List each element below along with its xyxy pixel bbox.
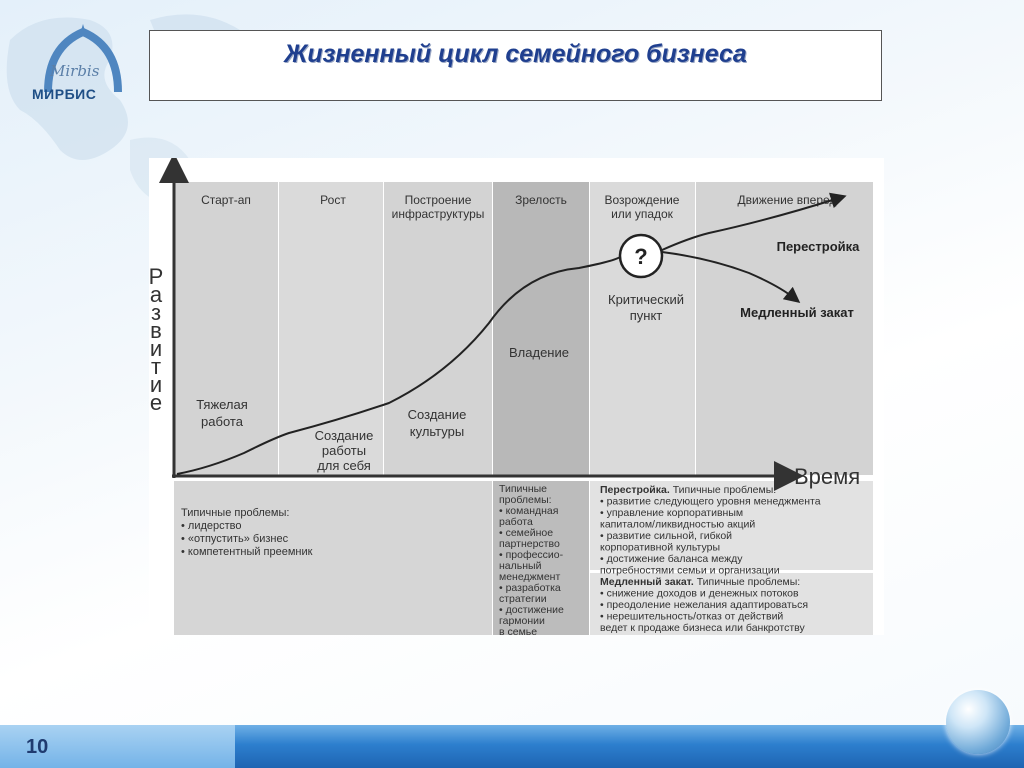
label-slow-decline: Медленный закат [740,305,854,320]
stage-label-2 [392,193,485,221]
y-axis-letter-3: в [150,318,162,343]
p-rest-line-2: • управление корпоративным [600,507,744,519]
logo-script-text: Mirbis [50,62,100,80]
p-mid-line-11: • достижение [499,604,564,616]
globe-icon [946,690,1010,754]
stage-label-4 [605,193,680,221]
p-dec-line-3: • нерешительность/отказ от действий [600,610,784,623]
p-mid-line-5: партнерство [499,538,560,550]
label-restructuring: Перестройка [776,239,860,254]
p-dec-line-2: • преодоление нежелания адаптироваться [600,599,809,611]
y-axis-letter-7: е [149,390,163,415]
life-cycle-diagram [149,158,884,635]
p-mid-line-9: • разработка [499,582,561,594]
p-mid-line-7: нальный [499,560,542,572]
p-mid-line-0: Типичные [499,483,548,495]
p-left-line-1: • лидерство [181,520,242,532]
y-axis-letter-4: и [149,336,163,361]
problems-decline-text [600,576,808,634]
l-jobs-line-0: Создание [314,428,374,443]
problems-mid-text [499,483,564,635]
p-rest-line-3: капиталом/ликвидностью акций [600,518,756,531]
stage-label-1: Рост [320,193,346,207]
l-crit-line-0: Критический [608,292,684,307]
y-axis-letter-5: т [150,354,162,379]
st2-line-0: Построение [404,193,472,207]
st2-line-1: инфраструктуры [391,207,485,221]
y-axis-letter-1: а [149,282,163,307]
p-dec-line-4: ведет к продаже бизнеса или банкротству [600,622,805,634]
p-mid-line-6: • профессио- [499,549,564,561]
p-left-line-3: • компетентный преемник [181,546,313,558]
label-create-jobs [315,428,374,473]
title-box [149,30,882,101]
slide-title: Жизненный цикл семейного бизнеса [284,40,747,68]
p-dec-line-1: • снижение доходов и денежных потоков [600,587,799,600]
stage-bg-startup [174,182,278,475]
problems-left-panel [174,481,492,635]
st4-line-0: Возрождение [604,193,680,207]
stage-label-3: Зрелость [515,193,567,207]
p-mid-line-4: • семейное [499,527,554,539]
p-rest-line-6: • достижение баланса между [600,553,743,565]
y-axis-label [149,264,163,415]
p-rest-line-5: корпоративной культуры [600,541,720,554]
l-jobs-line-2: для себя [317,458,371,473]
p-mid-line-10: стратегии [499,593,547,605]
stage-bg-forward [696,182,873,475]
page-number: 10 [26,736,49,758]
p-rest-title: Перестройка. [600,484,670,496]
stage-label-5: Движение вперед [737,193,837,207]
p-mid-line-2: • командная [499,505,559,517]
l-jobs-line-1: работы [321,443,367,458]
p-mid-line-8: менеджмент [499,571,561,583]
stage-bg-revival [590,182,695,475]
stage-label-0: Старт-ап [201,193,251,207]
y-axis-letter-0: Р [149,264,164,289]
p-rest-line-0: Типичные проблемы: [669,484,777,496]
p-rest-line-1: • развитие следующего уровня менеджмента [600,495,821,508]
x-axis-label: Время [794,464,861,489]
logo-name-text: МИРБИС [32,86,97,102]
st4-line-1: или упадок [611,207,673,221]
question-mark: ? [634,244,648,269]
l-crit-line-1: пункт [629,308,663,323]
p-left-line-0: Типичные проблемы: [181,507,290,519]
p-rest-line-7: потребностями семьи и организации [600,564,780,577]
l-cult-line-0: Создание [407,407,467,422]
y-axis-letter-2: з [150,300,162,325]
l-hard-line-1: работа [201,414,243,429]
l-cult-line-1: культуры [409,424,465,439]
p-mid-line-3: работа [499,516,533,528]
p-mid-line-1: проблемы: [499,494,552,506]
label-ownership: Владение [509,345,569,360]
p-left-line-2: • «отпустить» бизнес [181,533,289,545]
y-axis-letter-6: и [149,372,163,397]
stage-bg-maturity [493,182,589,475]
l-hard-line-0: Тяжелая [196,397,248,412]
p-dec-line-0: Типичные проблемы: [693,576,801,588]
p-mid-line-13: в семье [499,626,538,635]
p-dec-title: Медленный закат. [600,576,694,588]
p-rest-line-4: • развитие сильной, гибкой [600,530,733,542]
p-mid-line-12: гармонии [499,615,545,627]
